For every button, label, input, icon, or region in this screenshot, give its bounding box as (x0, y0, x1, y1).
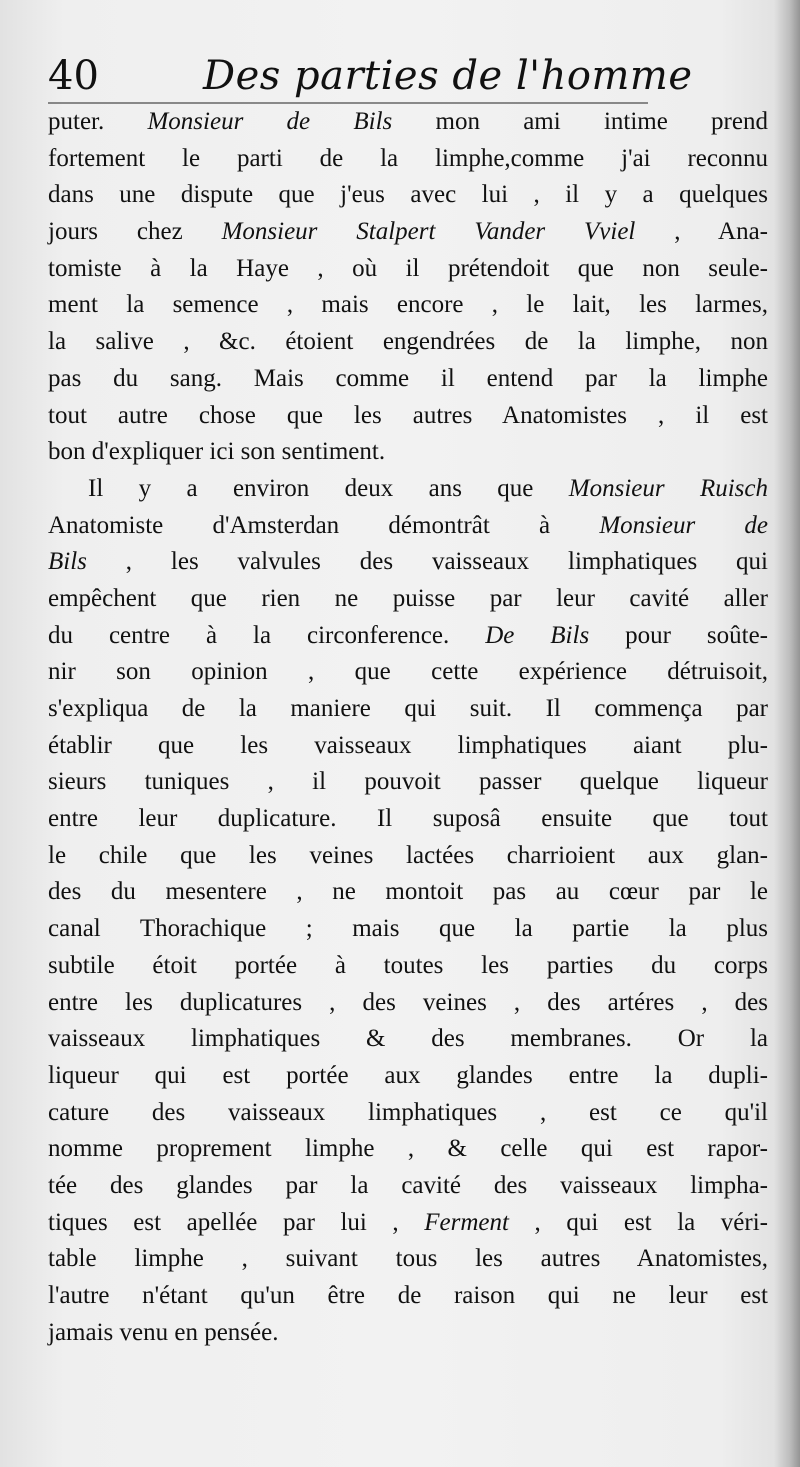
page-gutter-shadow (774, 0, 800, 1467)
italic-text-segment: Monsieur de Bils (147, 108, 393, 135)
text-line (48, 214, 768, 251)
text-line (48, 838, 768, 875)
text-segment: liqueur qui est portée aux glandes entre la dupli- (48, 1061, 768, 1089)
text-line (48, 911, 768, 948)
text-segment: sieurs tuniques , il pouvoit passer quelque liqueur (48, 768, 768, 796)
italic-text-segment: Bils (48, 548, 87, 576)
text-segment: ment la semence , mais encore , le lait, les larmes, (48, 291, 768, 319)
text-line (48, 177, 768, 214)
text-segment: mon ami intime prend (392, 108, 768, 135)
text-line (48, 324, 768, 361)
text-line (48, 654, 768, 691)
page-number: 40 (48, 53, 99, 99)
text-line (48, 801, 768, 838)
text-segment: pas du sang. Mais comme il entend par la limphe (48, 364, 768, 392)
running-title: Des parties de l'homme (203, 53, 693, 99)
text-line (48, 287, 768, 324)
text-line (48, 1095, 768, 1132)
page-header (48, 50, 768, 102)
text-segment: canal Thorachique ; mais que la partie la plus (48, 915, 768, 943)
text-segment: subtile étoit portée à toutes les parties du corps (48, 951, 768, 979)
text-segment: tomiste à la Haye , où il prétendoit que non seule- (48, 254, 768, 282)
text-segment: Il y a environ deux ans que (88, 474, 569, 502)
text-line (48, 948, 768, 985)
text-segment: , qui est la véri- (508, 1208, 769, 1236)
italic-text-segment: Ferment (424, 1208, 509, 1236)
text-segment: tée des glandes par la cavité des vaisseaux limpha- (48, 1171, 768, 1199)
text-segment: Anatomiste d'Amsterdan démontrât à (48, 511, 600, 539)
text-line (48, 508, 768, 545)
text-segment: entre leur duplicature. Il suposâ ensuite que tout (48, 805, 768, 833)
body-text (48, 104, 768, 1351)
text-segment: , les valvules des vaisseaux limphatiques qui (86, 548, 768, 576)
text-segment: jamais venu en pensée. (48, 1318, 279, 1346)
text-segment: du centre à la circonference. (48, 621, 486, 649)
text-line (48, 691, 768, 728)
text-segment: jours chez (48, 218, 222, 246)
text-line (48, 764, 768, 801)
text-segment: bon d'expliquer ici son sentiment. (48, 438, 386, 466)
text-segment: tout autre chose que les autres Anatomistes , il est (48, 401, 768, 429)
text-line (48, 104, 768, 141)
text-line (48, 1205, 768, 1242)
text-segment: le chile que les veines lactées charrioient aux glan- (48, 841, 768, 869)
text-segment: la salive , &c. étoient engendrées de la limphe, non (48, 328, 768, 356)
text-segment: puter. (48, 108, 148, 135)
text-segment: nir son opinion , que cette expérience détruisoit, (48, 658, 768, 686)
text-segment: tiques est apellée par lui , (48, 1208, 425, 1236)
text-line (48, 544, 768, 581)
text-segment: établir que les vaisseaux limphatiques aiant plu- (48, 731, 768, 759)
text-segment: table limphe , suivant tous les autres Anatomistes, (48, 1245, 768, 1273)
text-segment: , Ana- (635, 218, 769, 246)
text-line (48, 1241, 768, 1278)
italic-text-segment: De Bils (485, 621, 590, 649)
text-line (48, 874, 768, 911)
text-line (48, 471, 768, 508)
text-line (48, 434, 768, 471)
text-line (48, 398, 768, 435)
text-segment: pour soûte- (589, 621, 769, 649)
text-segment: fortement le parti de la limphe,comme j'ai reconnu (48, 144, 768, 172)
text-line (48, 985, 768, 1022)
text-segment: des du mesentere , ne montoit pas au cœur par le (48, 878, 768, 906)
text-segment: l'autre n'étant qu'un être de raison qui ne leur est (48, 1282, 768, 1309)
text-segment: nomme proprement limphe , & celle qui est rapor- (48, 1135, 768, 1163)
text-segment: cature des vaisseaux limphatiques , est ce qu'il (48, 1098, 768, 1126)
text-line (48, 1131, 768, 1168)
text-line (48, 728, 768, 765)
text-segment: s'expliqua de la maniere qui suit. Il commença par (48, 695, 768, 722)
text-line (48, 1058, 768, 1095)
text-segment: empêchent que rien ne puisse par leur cavité aller (48, 584, 768, 612)
italic-text-segment: Monsieur Stalpert Vander Vviel (221, 218, 636, 246)
text-line (48, 1315, 768, 1352)
text-line (48, 1278, 768, 1315)
italic-text-segment: Monsieur de (599, 511, 768, 539)
text-line (48, 618, 768, 655)
text-line (48, 1168, 768, 1205)
text-line (48, 141, 768, 178)
text-segment: vaisseaux limphatiques & des membranes. Or la (48, 1025, 768, 1053)
italic-text-segment: Monsieur Ruisch (568, 474, 768, 502)
text-line (48, 581, 768, 618)
text-line (48, 361, 768, 398)
text-line (48, 1021, 768, 1058)
text-segment: dans une dispute que j'eus avec lui , il y a quelques (48, 181, 768, 209)
text-line (48, 251, 768, 288)
text-segment: entre les duplicatures , des veines , des artéres , des (48, 988, 768, 1016)
